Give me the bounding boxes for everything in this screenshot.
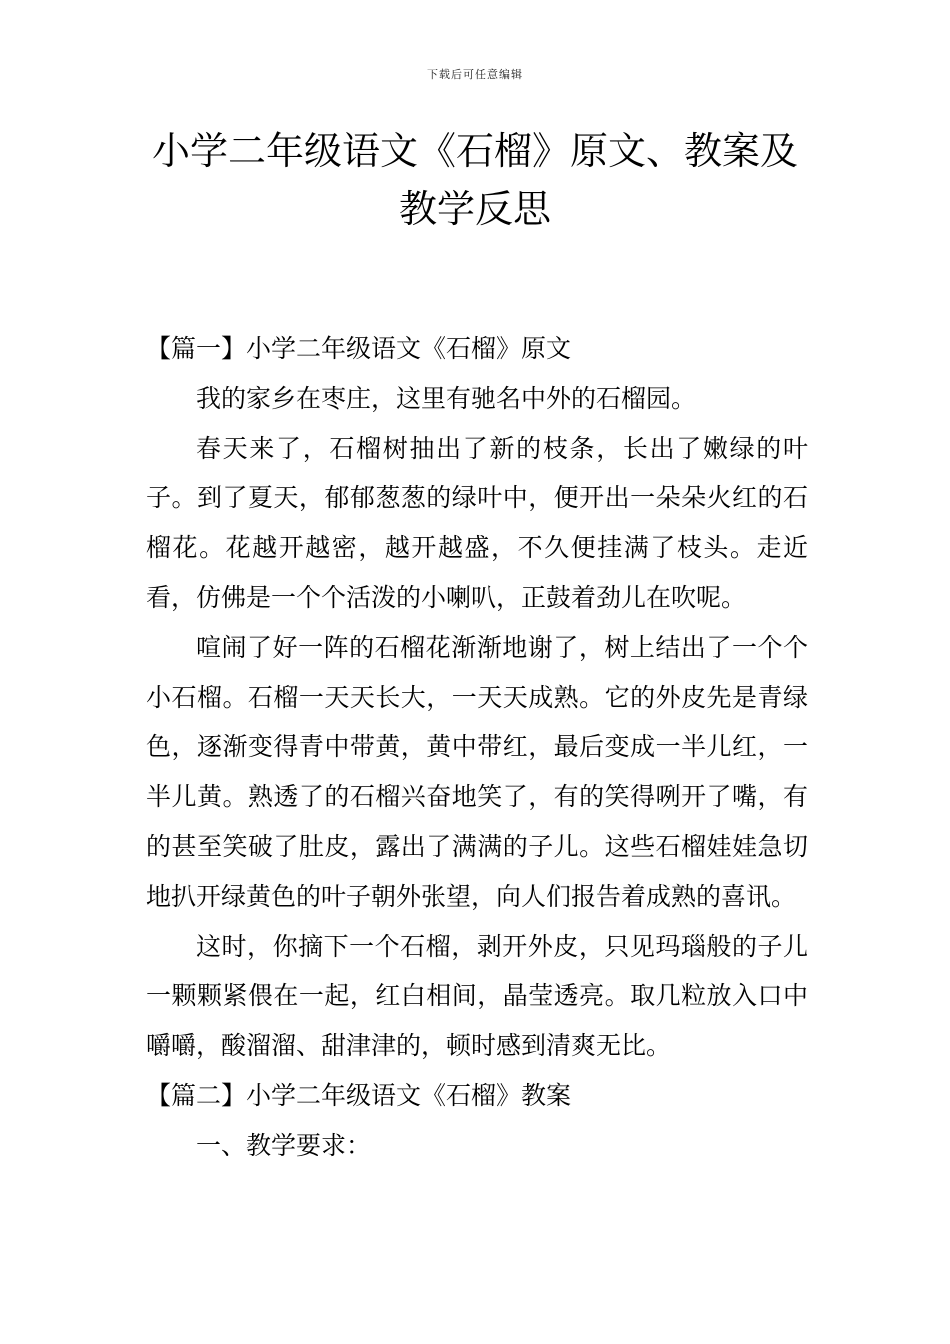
subheading: 一、教学要求： (196, 1130, 372, 1160)
section-heading-1: 【篇一】小学二年级语文《石榴》原文 (146, 334, 572, 363)
section-heading-2: 【篇二】小学二年级语文《石榴》教案 (146, 1080, 572, 1110)
paragraph: 这时，你摘下一个石榴，剥开外皮，只见玛瑙般的子儿一颗颗紧偎在一起，红白相间，晶莹透亮。取几粒放入口中嚼嚼，酸溜溜、甜津津的，顿时感到清爽无比。 (146, 931, 808, 1061)
paragraph: 我的家乡在枣庄，这里有驰名中外的石榴园。 (196, 383, 697, 413)
header-note: 下载后可任意编辑 (427, 68, 523, 81)
paragraph: 春天来了，石榴树抽出了新的枝条，长出了嫩绿的叶子。到了夏天，郁郁葱葱的绿叶中，便开出一朵朵火红的石榴花。花越开越密，越开越盛，不久便挂满了枝头。走近看，仿佛是一个个活泼的小喇叭，正鼓着劲儿在吹呢。 (146, 433, 808, 612)
document-body (146, 324, 808, 1171)
paragraph: 喧闹了好一阵的石榴花渐渐地谢了，树上结出了一个个小石榴。石榴一天天长大，一天天成熟。它的外皮先是青绿色，逐渐变得青中带黄，黄中带红，最后变成一半儿红，一半儿黄。熟透了的石榴兴奋地笑了，有的笑得咧开了嘴，有的甚至笑破了肚皮，露出了满满的子儿。这些石榴娃娃急切地扒开绿黄色的叶子朝外张望，向人们报告着成熟的喜讯。 (146, 632, 808, 911)
document-title: 小学二年级语文《石榴》原文、教案及教学反思 (151, 129, 798, 231)
